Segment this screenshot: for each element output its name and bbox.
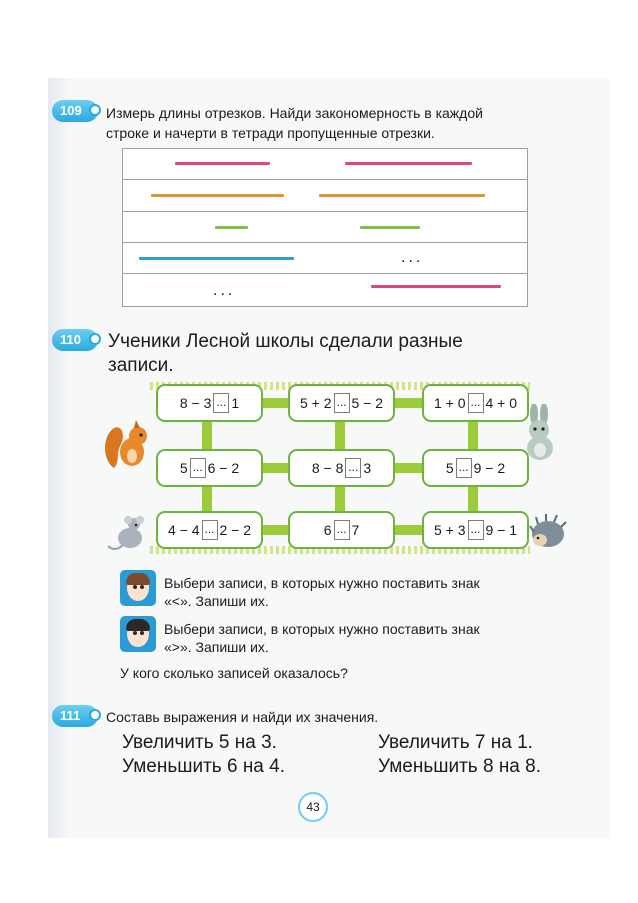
segment-green <box>360 226 420 229</box>
task-111-text: Составь выражения и найди их значения. <box>106 709 379 725</box>
segment-pink <box>175 162 270 165</box>
sign-slot[interactable]: ... <box>456 458 472 478</box>
task-109-text-line2: строке и начерти в тетради пропущенные отрезки. <box>106 125 435 141</box>
expression-left: 1 + 0 <box>433 395 466 411</box>
segments-table <box>122 148 528 307</box>
segment-orange <box>151 194 284 197</box>
expression-right: 3 <box>363 460 372 476</box>
sign-slot[interactable]: ... <box>190 458 206 478</box>
sign-slot[interactable]: ... <box>334 520 350 540</box>
sign-slot[interactable]: ... <box>202 520 218 540</box>
expression-left: 5 + 2 <box>299 395 332 411</box>
task-111-item: Уменьшить 8 на 8. <box>378 756 542 777</box>
task-111-item: Увеличить 7 на 1. <box>378 732 533 753</box>
girl-instruction-line2: «<». Запиши их. <box>164 593 269 609</box>
task-109-text-line1: Измерь длины отрезков. Найди закономерность в каждой <box>106 105 483 121</box>
rabbit-icon <box>518 404 564 462</box>
expression-right: 4 + 0 <box>485 395 518 411</box>
sign-slot[interactable]: ... <box>468 520 484 540</box>
expression-card <box>156 511 263 549</box>
expression-card <box>288 511 395 549</box>
girl-instruction-line1: Выбери записи, в которых нужно поставить знак <box>164 575 480 591</box>
expression-left: 8 − 8 <box>311 460 344 476</box>
sign-slot[interactable]: ... <box>213 393 229 413</box>
task-number-badge: 109 <box>52 100 98 122</box>
expression-card <box>288 384 395 422</box>
expression-card <box>422 449 529 487</box>
segment-pink <box>371 285 501 288</box>
table-row-divider <box>123 179 527 180</box>
task-number-badge: 110 <box>52 329 98 351</box>
table-row-divider <box>123 273 527 274</box>
boy-instruction-line2: «>». Запиши их. <box>164 639 269 655</box>
expression-right: 6 − 2 <box>207 460 240 476</box>
expression-right: 9 − 1 <box>485 522 518 538</box>
missing-segment-dots: ... <box>213 282 236 299</box>
expression-right: 9 − 2 <box>473 460 506 476</box>
girl-avatar-icon <box>120 570 156 606</box>
missing-segment-dots: ... <box>401 249 424 266</box>
expression-card <box>156 384 263 422</box>
squirrel-icon <box>100 416 154 472</box>
expression-card <box>422 384 529 422</box>
expression-left: 5 <box>179 460 188 476</box>
expression-right: 7 <box>351 522 360 538</box>
expression-right: 5 − 2 <box>351 395 384 411</box>
table-row-divider <box>123 242 527 243</box>
boy-instruction-line1: Выбери записи, в которых нужно поставить знак <box>164 621 480 637</box>
task-number-badge: 111 <box>52 705 98 727</box>
mouse-icon <box>104 512 148 552</box>
segment-orange <box>319 194 485 197</box>
expression-left: 4 − 4 <box>167 522 200 538</box>
task-110-text-line2: записи. <box>108 355 174 376</box>
hedgehog-icon <box>528 512 568 552</box>
page-number: 43 <box>298 792 328 822</box>
expression-right: 1 <box>231 395 240 411</box>
table-row-divider <box>123 211 527 212</box>
sign-slot[interactable]: ... <box>345 458 361 478</box>
task-111-item: Уменьшить 6 на 4. <box>122 756 286 777</box>
boy-avatar-icon <box>120 616 156 652</box>
sign-slot[interactable]: ... <box>468 393 484 413</box>
task-111-item: Увеличить 5 на 3. <box>122 732 277 753</box>
expression-right: 2 − 2 <box>219 522 252 538</box>
comparison-grid <box>110 380 568 560</box>
segment-green <box>215 226 248 229</box>
expression-left: 6 <box>323 522 332 538</box>
expression-card <box>422 511 529 549</box>
expression-card <box>156 449 263 487</box>
task-110-text-line1: Ученики Лесной школы сделали разные <box>108 331 463 352</box>
sign-slot[interactable]: ... <box>334 393 350 413</box>
segment-blue <box>139 257 294 260</box>
expression-left: 5 <box>445 460 454 476</box>
segment-pink <box>345 162 472 165</box>
task-110-question: У кого сколько записей оказалось? <box>120 665 348 681</box>
expression-left: 5 + 3 <box>433 522 466 538</box>
expression-left: 8 − 3 <box>179 395 212 411</box>
expression-card <box>288 449 395 487</box>
